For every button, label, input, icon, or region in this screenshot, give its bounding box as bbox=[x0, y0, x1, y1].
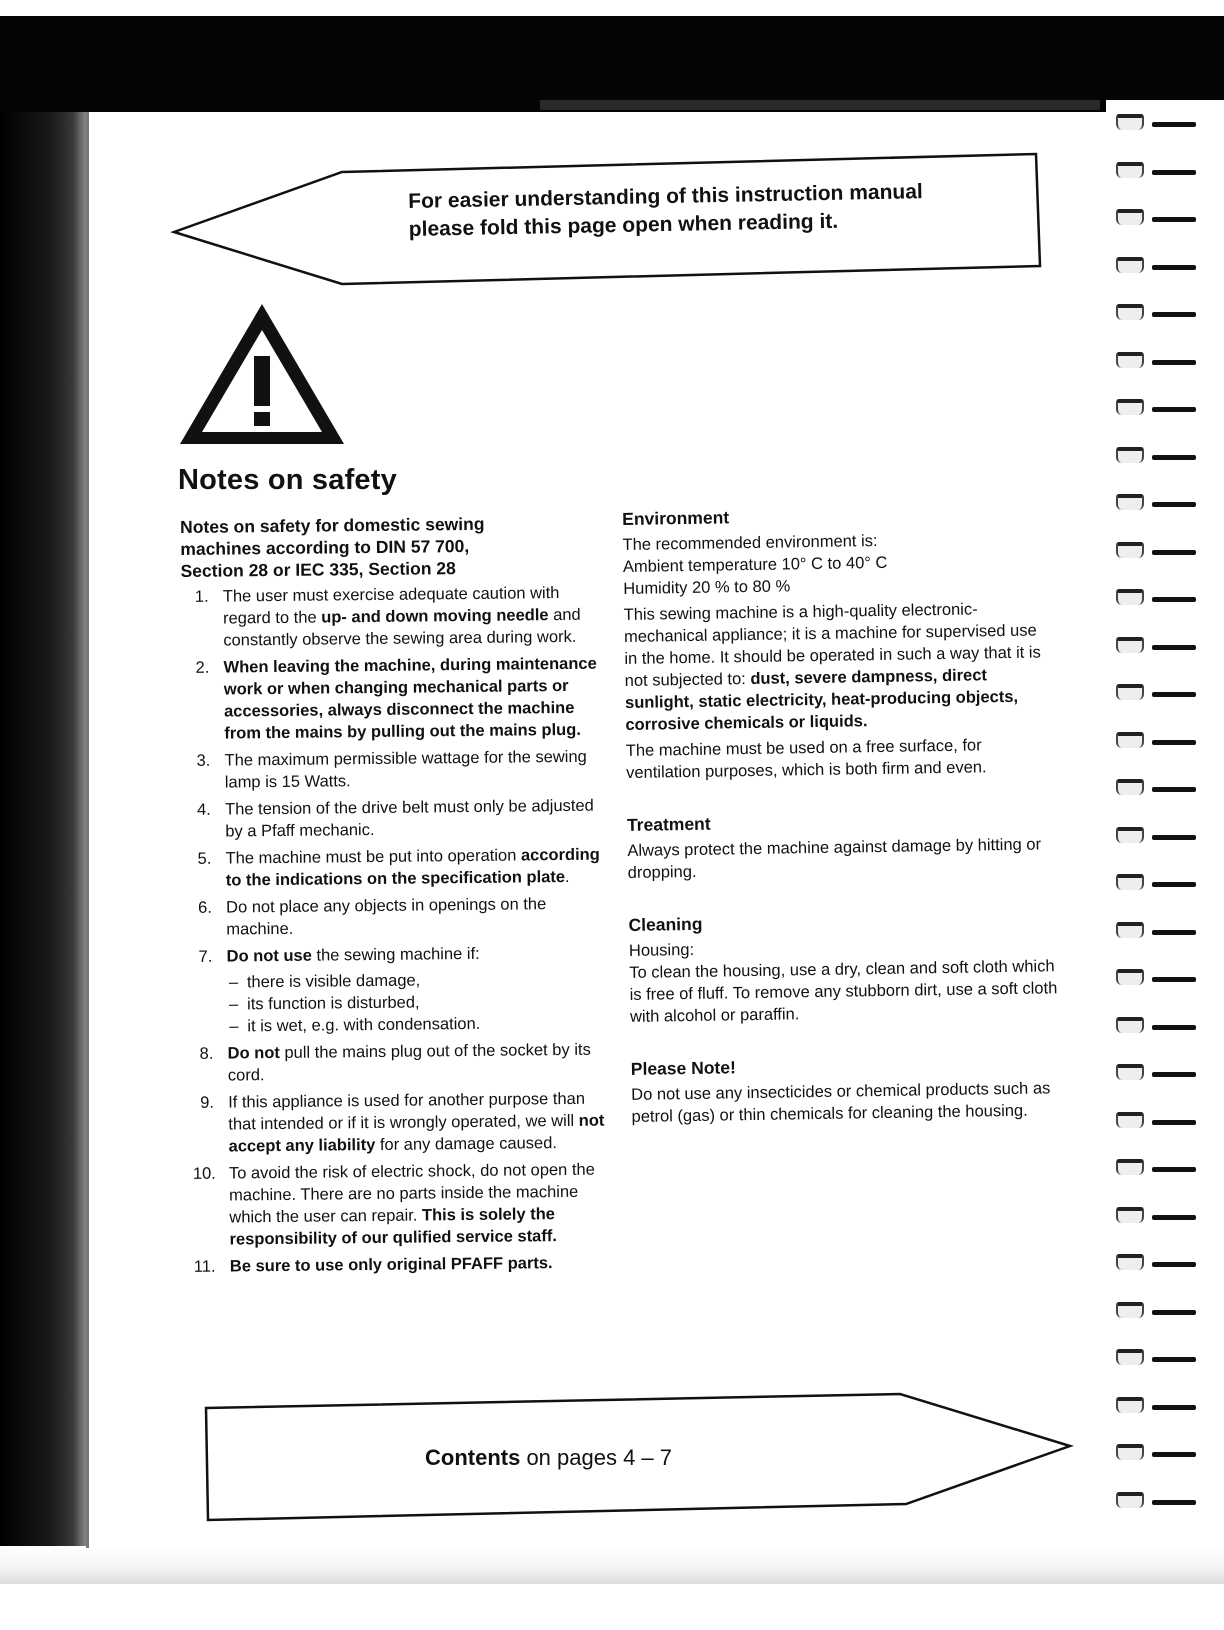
list-item: 7. Do not use the sewing machine if: – there is visible damage, – its function is disturbed, – it is wet, e.g. with condensation. bbox=[185, 941, 616, 1037]
list-item: 5. The machine must be put into operation according to the indications on the specification plate. bbox=[197, 845, 600, 890]
spiral-binding bbox=[1106, 100, 1224, 1540]
spiral-coil bbox=[1116, 352, 1144, 368]
spiral-wire bbox=[1152, 122, 1196, 127]
contents-label: Contents bbox=[425, 1445, 521, 1470]
environment-surface-paragraph: The machine must be used on a free surface, for ventilation purposes, which is both firm and even. bbox=[625, 736, 987, 782]
spiral-coil bbox=[1116, 827, 1144, 843]
do-not-use-conditions bbox=[227, 967, 616, 1037]
spiral-wire bbox=[1152, 1167, 1196, 1172]
care-column bbox=[622, 501, 1062, 1158]
treatment-text: Always protect the machine against damage by hitting or dropping. bbox=[627, 835, 1042, 882]
spiral-coil bbox=[1116, 494, 1144, 510]
safety-notes-list bbox=[181, 581, 618, 1277]
spiral-coil bbox=[1116, 162, 1144, 178]
scan-bottom-margin bbox=[0, 1546, 1224, 1584]
spiral-wire bbox=[1152, 1405, 1196, 1410]
cleaning-section bbox=[628, 907, 1060, 1028]
spiral-wire bbox=[1152, 882, 1196, 887]
spiral-wire bbox=[1152, 360, 1196, 365]
spiral-coil bbox=[1116, 1444, 1144, 1460]
spiral-wire bbox=[1152, 455, 1196, 460]
list-item: 9. If this appliance is used for another purpose than that intended or if it is wrongly operated, we will not accept any liability for any damage caused. bbox=[200, 1089, 605, 1156]
spiral-coil bbox=[1116, 1349, 1144, 1365]
spiral-coil bbox=[1116, 1254, 1144, 1270]
note-section bbox=[631, 1051, 1062, 1128]
safety-notes-column bbox=[180, 511, 618, 1282]
fold-instruction-line1: For easier understanding of this instruction manual bbox=[408, 180, 923, 213]
list-item: 4. The tension of the drive belt must only be adjusted by a Pfaff mechanic. bbox=[196, 796, 594, 841]
spiral-coil bbox=[1116, 589, 1144, 605]
spiral-wire bbox=[1152, 1500, 1196, 1505]
spiral-wire bbox=[1152, 265, 1196, 270]
spiral-wire bbox=[1152, 740, 1196, 745]
cleaning-heading: Cleaning bbox=[628, 913, 703, 935]
spiral-wire bbox=[1152, 550, 1196, 555]
spiral-wire bbox=[1152, 1025, 1196, 1030]
spiral-wire bbox=[1152, 787, 1196, 792]
list-item: – it is wet, e.g. with condensation. bbox=[227, 1011, 615, 1037]
note-text: Do not use any insecticides or chemical products such as petrol (gas) or thin chemicals for cleaning the housing. bbox=[631, 1079, 1051, 1126]
scan-top-edge bbox=[540, 100, 1100, 110]
spiral-wire bbox=[1152, 502, 1196, 507]
list-item: 10. To avoid the risk of electric shock, do not open the machine. There are no parts inside the machine which the user can repair. This is solely the responsibility of our qulified service staff. bbox=[192, 1160, 595, 1249]
spiral-wire bbox=[1152, 1262, 1196, 1267]
environment-specs: The recommended environment is: Ambient temperature 10° C to 40° C Humidity 20 % to 80 % bbox=[622, 531, 888, 598]
contents-reference bbox=[425, 1443, 672, 1473]
spiral-coil bbox=[1116, 637, 1144, 653]
spiral-coil bbox=[1116, 1064, 1144, 1080]
spiral-coil bbox=[1116, 1302, 1144, 1318]
spiral-wire bbox=[1152, 1072, 1196, 1077]
fold-instruction-line2: please fold this page open when reading it. bbox=[408, 209, 839, 241]
spiral-coil bbox=[1116, 732, 1144, 748]
spiral-wire bbox=[1152, 645, 1196, 650]
treatment-heading: Treatment bbox=[626, 813, 711, 835]
scan-top-shadow bbox=[0, 0, 1224, 112]
spiral-wire bbox=[1152, 835, 1196, 840]
fold-instruction bbox=[408, 176, 1019, 244]
spiral-coil bbox=[1116, 1207, 1144, 1223]
list-item: 11. Be sure to use only original PFAFF parts. bbox=[193, 1254, 553, 1276]
spiral-coil bbox=[1116, 209, 1144, 225]
spiral-coil bbox=[1116, 1017, 1144, 1033]
spiral-wire bbox=[1152, 1357, 1196, 1362]
spiral-wire bbox=[1152, 597, 1196, 602]
spiral-coil bbox=[1116, 874, 1144, 890]
spiral-coil bbox=[1116, 922, 1144, 938]
cleaning-subheading: Housing: bbox=[628, 940, 695, 960]
note-heading: Please Note! bbox=[630, 1057, 737, 1079]
spiral-wire bbox=[1152, 977, 1196, 982]
list-item: – there is visible damage, bbox=[227, 967, 615, 993]
warning-triangle-icon bbox=[176, 300, 348, 448]
treatment-section bbox=[627, 807, 1058, 884]
spiral-coil bbox=[1116, 257, 1144, 273]
spiral-wire bbox=[1152, 1215, 1196, 1220]
cleaning-text: To clean the housing, use a dry, clean and soft cloth which is free of fluff. To remove any stubborn dirt, use a soft cloth with alcohol or paraffin. bbox=[629, 957, 1058, 1026]
contents-pages: on pages 4 – 7 bbox=[520, 1445, 673, 1470]
spiral-coil bbox=[1116, 304, 1144, 320]
list-item: 2. When leaving the machine, during maintenance work or when changing mechanical parts or accessories, always disconnect the machine from the mains by pulling out the mains plug. bbox=[195, 654, 597, 743]
scan-left-shadow bbox=[0, 0, 86, 1584]
list-item: 8. Do not pull the mains plug out of the socket by its cord. bbox=[199, 1040, 591, 1085]
spiral-coil bbox=[1116, 1159, 1144, 1175]
list-item: 6. Do not place any objects in openings on the machine. bbox=[198, 895, 547, 939]
spiral-coil bbox=[1116, 779, 1144, 795]
spiral-coil bbox=[1116, 969, 1144, 985]
spiral-wire bbox=[1152, 1310, 1196, 1315]
list-item: – its function is disturbed, bbox=[227, 989, 615, 1015]
spiral-wire bbox=[1152, 217, 1196, 222]
list-item: 1. The user must exercise adequate caution with regard to the up- and down moving needle and constantly observe the sewing area during work. bbox=[194, 584, 581, 650]
spiral-wire bbox=[1152, 930, 1196, 935]
spiral-wire bbox=[1152, 312, 1196, 317]
spiral-coil bbox=[1116, 399, 1144, 415]
spiral-coil bbox=[1116, 1112, 1144, 1128]
page-title: Notes on safety bbox=[178, 464, 397, 496]
spiral-wire bbox=[1152, 1120, 1196, 1125]
spiral-wire bbox=[1152, 170, 1196, 175]
environment-paragraph: This sewing machine is a high-quality electronic-mechanical appliance; it is a machine for supervised use in the home. It should be operated in such a way that it is not subjected to: dust, severe dampness, direct sunlight, static electricity, heat-producing objects, corrosive chemicals or liquids. bbox=[623, 600, 1041, 734]
environment-heading: Environment bbox=[622, 507, 730, 529]
spiral-wire bbox=[1152, 692, 1196, 697]
spiral-wire bbox=[1152, 1452, 1196, 1457]
spiral-coil bbox=[1116, 447, 1144, 463]
spiral-coil bbox=[1116, 542, 1144, 558]
spiral-coil bbox=[1116, 1492, 1144, 1508]
environment-section bbox=[622, 501, 1056, 784]
list-item: 3. The maximum permissible wattage for the sewing lamp is 15 Watts. bbox=[196, 747, 587, 792]
safety-standard-heading: Notes on safety for domestic sewing machines according to DIN 57 700, Section 28 or IEC 335, Section 28 bbox=[180, 513, 485, 581]
spiral-coil bbox=[1116, 114, 1144, 130]
spiral-coil bbox=[1116, 684, 1144, 700]
scan-top-margin bbox=[0, 0, 1224, 16]
spiral-coil bbox=[1116, 1397, 1144, 1413]
spiral-wire bbox=[1152, 407, 1196, 412]
